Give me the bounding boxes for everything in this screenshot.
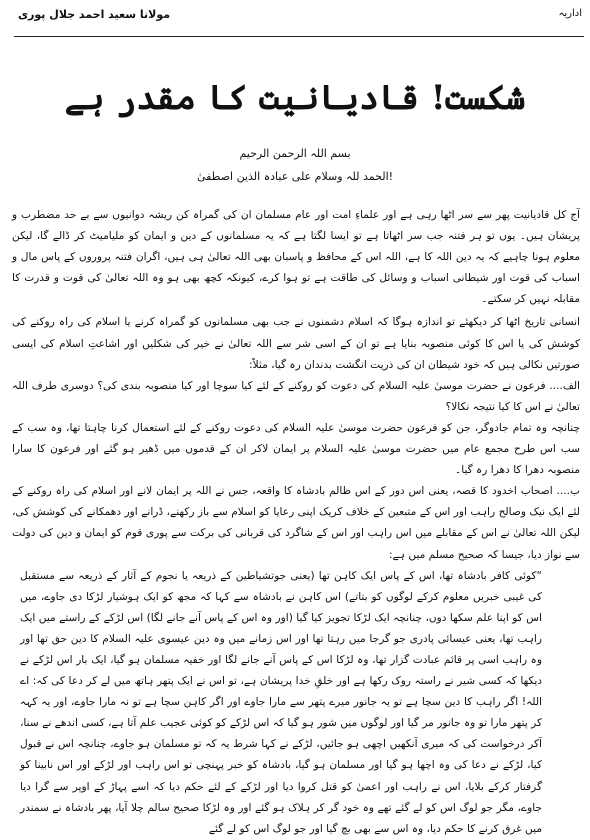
paragraph-ba: ب.... اصحاب اخدود کا قصہ، یعنی اس دور کے اس ظالم بادشاہ کا واقعہ، جس نے اللہ پر ایمان لانے اور اسلام کی راہ روکنے کے لئے ایک نیک وصالح راہب اور اس کے متبعین کے خلاف کریک اپنی رعایا کو اسلام سے باز رکھنے، ڈرانے اور دھمکانے کی کوشش کی، لیکن اللہ تعالیٰ نے اس کے مقابلے میں اس راہب اور اس کے شاگرد کی قربانی کی برکت سے پوری قوم کو ایمان و دین کی دولت سے نواز دیا، جیسا کہ صحیح مسلم میں ہے: [12, 485, 580, 561]
paragraph-intro: آج کل قادیانیت پھر سے سر اٹھا رہی ہے اور علماءِ امت اور عام مسلمان ان کی گمراہ کن ریشہ دوانیوں سے بے حد مضطرب و پریشان ہیں۔ یوں تو ہر فتنہ جب سر اٹھاتا ہے تو ایسا لگتا ہے کہ یہ مسلمانوں کے دین و ایمان کو ملیامیٹ کر ڈالے گا، لیکن معلوم ہونا چاہیے کہ یہ دین اللہ کا ہے، اللہ اس کے محافظ و پاسبان بھی اللہ تعالیٰ ہی ہیں، اگران فتنہ پروروں کے پاس مال و اسباب کی قوت اور شیطانی اسباب و وسائل کی طاقت ہے تو ہوا کرے، کیونکہ کچھ بھی ہو وہ اللہ تعالیٰ کی قوت و قدرت کا مقابلہ نہیں کر سکتے۔ [12, 209, 580, 306]
page-reference: اداریہ [558, 8, 582, 19]
bismillah: بسم اللہ الرحمن الرحیم [239, 147, 351, 160]
hadith-quote: “کوئی کافر بادشاہ تھا، اس کے پاس ایک کاہن تھا (یعنی جوتشیاطین کے ذریعہ یا نجوم کے آثار کے ذریعہ سے مستقبل کی غیبی خبریں معلوم کرکے لوگوں کو بتاتے) اس کاہن نے بادشاہ سے کہا کہ مجھ کو ایک ہوشیار لڑکا دی جاوے، میں اس کو اپنا علم سکھا دوں، چنانچہ ایک لڑکا تجویز کیا گیا (اور وہ اس کے پاس آنے جانے لگا) اس لڑکے کے راستے میں ایک راہب تھا، یعنی عیسائی پادری جو گرجا میں رہتا تھا اور اس زمانے میں وہ دین عیسوی علیہ السلام کا دین حق تھا اور وہ راہب اسی پر قائم عبادت گزار تھا، وہ لڑکا اس کے پاس آنے جانے لگا اور خفیہ مسلمان ہو گیا، ایک بار اس لڑکے نے دیکھا کہ کسی شیر نے راستہ روک رکھا ہے اور خلقِ خدا پریشان ہے، تو اس نے ایک پتھر ہاتھ میں لے کر دعا کی کہ: اے اللہ! اگر راہب کا دین سچا ہے تو یہ جانور میرے پتھر سے مارا جاوے اور اگر کاہن سچا ہے تو نہ مارا جاوے، اور یہ کہہ کر پتھر مارا تو وہ جانور مر گیا اور لوگوں میں شور ہو گیا کہ اس لڑکے کو کوئی عجیب علم آتا ہے، کسی اندھے نے سنا، آکر درخواست کی کہ میری آنکھیں اچھی ہو جائیں، لڑکے نے کہا شرط یہ کہ تو مسلمان ہو جاوے، چنانچہ اس نے قبول کیا، لڑکے نے دعا کی وہ اچھا ہو گیا اور مسلمان ہو گیا، بادشاہ کو خبر پہنچی تو اس راہب اور لڑکے اور اس نابینا کو گرفتار کرکے بلایا، اس نے راہب اور اعمیٰ کو قتل کروا دیا اور لڑکے کے لئے حکم دیا کہ اسے پہاڑ کے اوپر سے گرا دیا جاوے، مگر جو لوگ اس کو لے گئے تھے وہ خود گر کر ہلاک ہو گئے اور وہ لڑکا صحیح سالم چلا آیا، پھر بادشاہ نے سمندر میں غرق کرنے کا حکم دیا، وہ اس سے بھی بچ گیا اور جو لوگ اس کو لے گئے [20, 569, 542, 835]
article-body [12, 205, 580, 835]
paragraph-alif: الف.... فرعون نے حضرت موسیٰ علیہ السلام کی دعوت کو روکنے کے لئے کیا سوچا اور کیا منصوبہ بندی کی؟ دوسری طرف اللہ تعالیٰ نے اس کا کیا نتیجہ نکالا؟ [12, 379, 580, 413]
author-name: مولانا سعید احمد جلال پوری [18, 8, 171, 21]
paragraph-history: انسانی تاریخ اٹھا کر دیکھئے تو اندازہ ہوگا کہ اسلام دشمنوں نے جب بھی مسلمانوں کو گمراہ کرنے یا اسلام کی راہ روکنے کی کوشش کی یا اس کا کوئی منصوبہ بنایا ہے تو ان کے اسی شر سے اللہ تعالیٰ نے خیر کی شکلیں اور اشاعتِ اسلام کی ایسی صورتیں نکالی ہیں کہ خود شیطان ان کی ذریت انگشت بدندان رہ گیا، مثلاً: [12, 316, 580, 371]
header-divider [14, 36, 584, 37]
opening-dua: الحمد للہ وسلام على عبادہ الذین اصطفیٰ! [196, 170, 394, 183]
paragraph-magicians: چنانچہ وہ تمام جادوگر، جن کو فرعون حضرت موسیٰ علیہ السلام کی دعوت روکنے کے لئے استعمال کرنا چاہتا تھا، وہ سب کے سب اس طرح مجمع عام میں حضرت موسیٰ علیہ السلام پر ایمان لاکر ان کے قدموں میں ڈھیر ہو گئے اور فرعون کا سارا منصوبہ دھرا کا دھرا رہ گیا۔ [12, 421, 580, 477]
article-title: شکست! قادیانیت کا مقدر ہے [64, 78, 526, 118]
